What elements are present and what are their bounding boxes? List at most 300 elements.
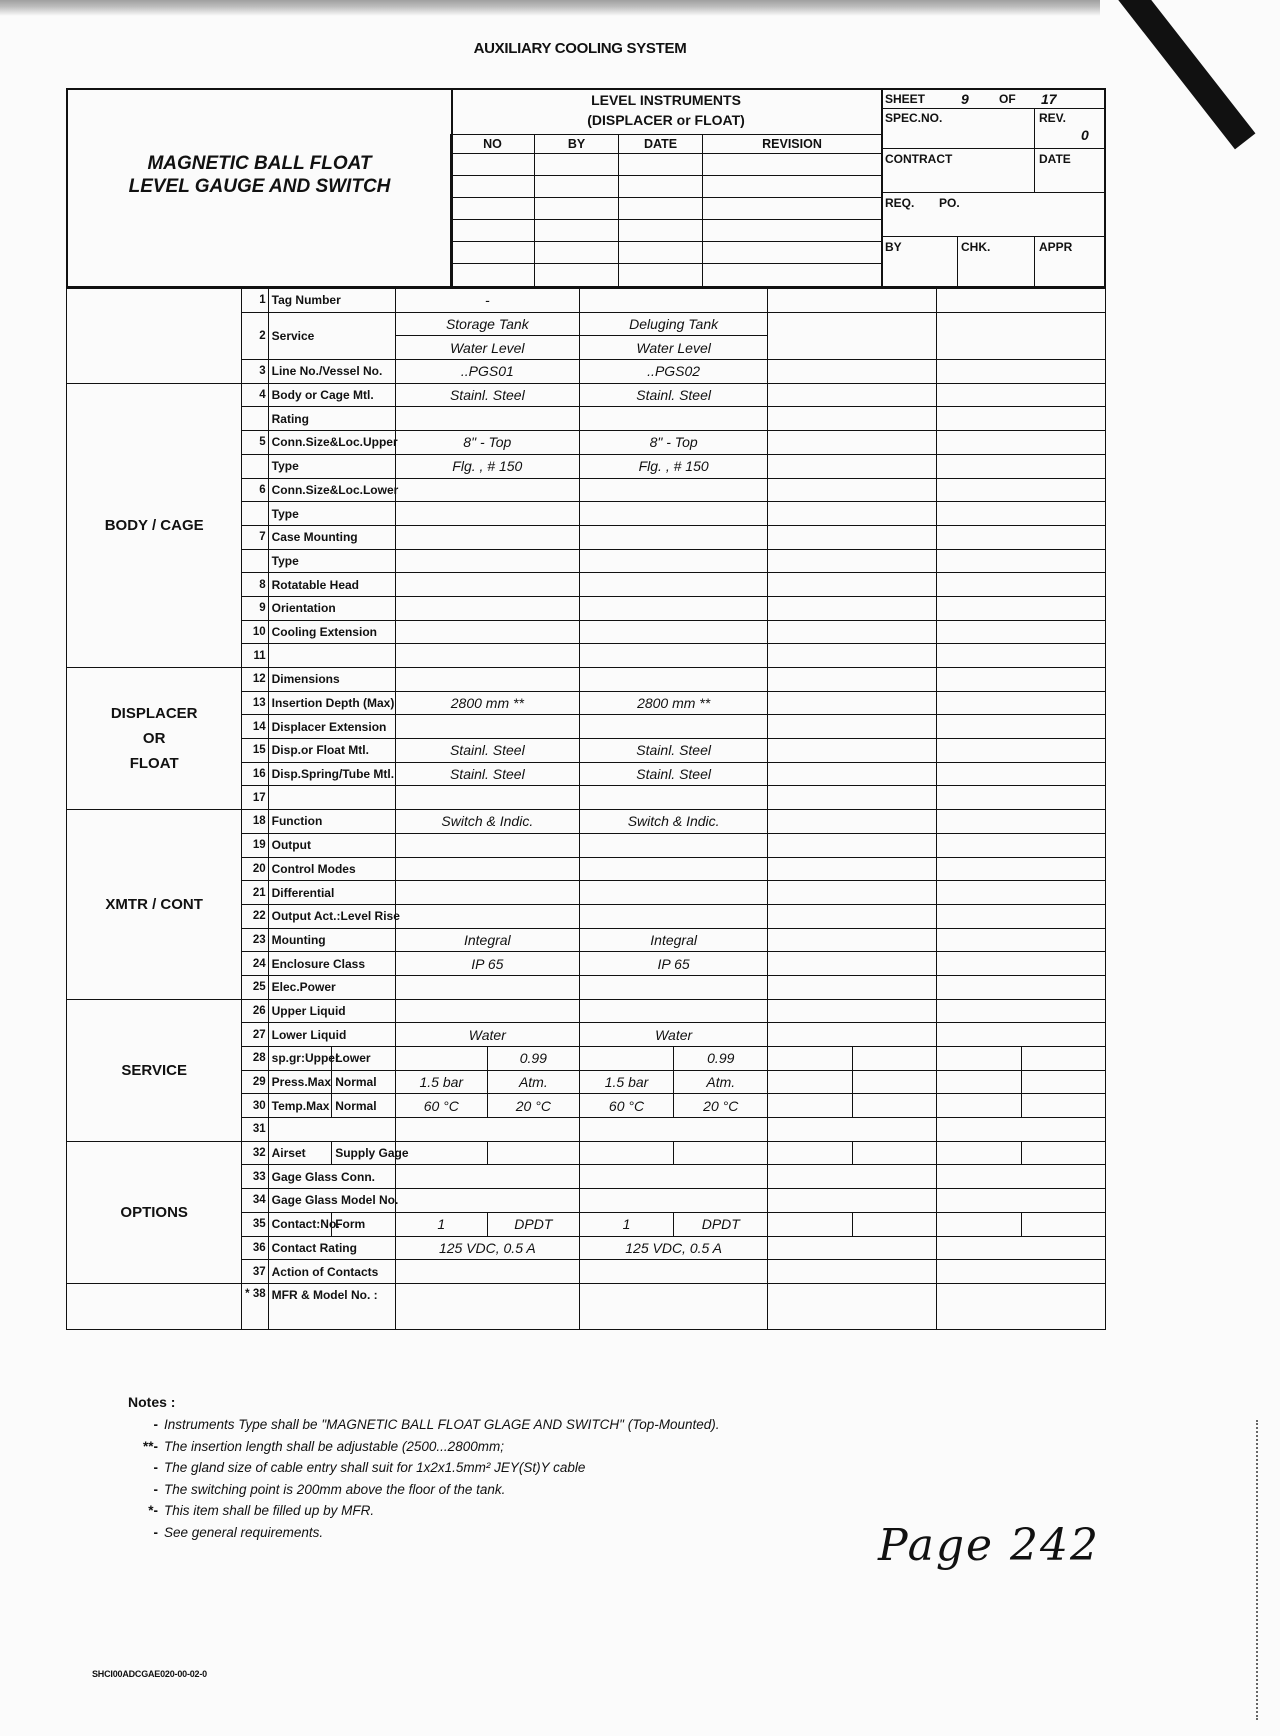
note-item (128, 1457, 720, 1479)
value-cell: Integral (395, 928, 579, 952)
rev-cell (451, 198, 535, 220)
sheet-number: 9 (961, 91, 969, 107)
row-number: 12 (242, 668, 268, 692)
row-number: 11 (242, 644, 268, 668)
value-cell (487, 1141, 579, 1165)
value-cell: Stainl. Steel (579, 762, 768, 786)
row-label: Temp.Max (268, 1094, 332, 1118)
value-cell (579, 502, 768, 526)
value-cell (937, 312, 1106, 359)
value-cell (579, 1118, 768, 1142)
value-cell (937, 1047, 1021, 1071)
value-cell (579, 289, 768, 313)
value-cell (579, 881, 768, 905)
table-row (67, 1141, 1106, 1165)
row-label: Gage Glass Conn. (268, 1165, 395, 1189)
value-cell (395, 644, 579, 668)
spec-divider (881, 148, 1104, 149)
po-label: PO. (939, 196, 960, 210)
row-number: 7 (242, 525, 268, 549)
value-cell: Water Level (395, 336, 579, 360)
value-cell (395, 502, 579, 526)
rev-cell (535, 220, 619, 242)
row-label: Mounting (268, 928, 395, 952)
row-number: 6 (242, 478, 268, 502)
sheet-divider (881, 108, 1104, 109)
value-cell (579, 525, 768, 549)
table-row (67, 383, 1106, 407)
row-number: 22 (242, 904, 268, 928)
value-cell (937, 715, 1106, 739)
value-cell (937, 431, 1106, 455)
value-cell (768, 1070, 852, 1094)
row-number (242, 454, 268, 478)
value-cell: 1 (395, 1212, 487, 1236)
value-cell: DPDT (674, 1212, 768, 1236)
value-cell (768, 573, 937, 597)
value-cell: 8" - Top (579, 431, 768, 455)
note-bullet: *- (148, 1503, 158, 1518)
value-cell: 2800 mm ** (395, 691, 579, 715)
value-cell (1021, 1070, 1105, 1094)
value-cell (395, 786, 579, 810)
note-item (128, 1500, 720, 1522)
value-cell: 20 °C (487, 1094, 579, 1118)
form-title-line2: LEVEL GAUGE AND SWITCH (128, 176, 391, 197)
row-label: Output (268, 833, 395, 857)
table-row (67, 668, 1106, 692)
row-label: Upper Liquid (268, 999, 395, 1023)
row-label: Function (268, 810, 395, 834)
value-cell (937, 360, 1106, 384)
value-cell: 0.99 (674, 1047, 768, 1071)
rev-cell (619, 176, 703, 198)
revision-block (451, 90, 883, 286)
value-cell: Stainl. Steel (395, 762, 579, 786)
value-cell: 1 (579, 1212, 673, 1236)
form-header (66, 88, 1106, 288)
value-cell (395, 478, 579, 502)
row-label: Conn.Size&Loc.Lower (268, 478, 395, 502)
value-cell (579, 620, 768, 644)
row-label: sp.gr:Upper (268, 1047, 332, 1071)
row-label: Disp.Spring/Tube Mtl. (268, 762, 395, 786)
rev-col-no: NO (451, 135, 535, 154)
value-cell (1021, 1212, 1105, 1236)
value-cell (768, 596, 937, 620)
document-code: SHCI00ADCGAE020-00-02-0 (92, 1669, 207, 1679)
row-number (242, 549, 268, 573)
value-cell (768, 312, 937, 359)
value-cell (579, 1141, 673, 1165)
value-cell: Flg. , # 150 (579, 454, 768, 478)
note-item (128, 1479, 720, 1501)
rev-col-revision: REVISION (703, 135, 882, 154)
value-cell (768, 1283, 937, 1329)
of-label: OF (999, 92, 1016, 106)
value-cell (768, 904, 937, 928)
rev-cell (535, 264, 619, 288)
rev-cell (703, 220, 882, 242)
row-label: Body or Cage Mtl. (268, 383, 395, 407)
value-cell (395, 1165, 579, 1189)
value-cell: ..PGS01 (395, 360, 579, 384)
value-cell: ..PGS02 (579, 360, 768, 384)
rev-label: REV. (1039, 111, 1066, 125)
value-cell: Switch & Indic. (579, 810, 768, 834)
row-number: 4 (242, 383, 268, 407)
rev-cell (535, 242, 619, 264)
value-cell (937, 668, 1106, 692)
value-cell (768, 691, 937, 715)
value-cell (395, 407, 579, 431)
row-label (268, 644, 395, 668)
value-cell (395, 1283, 579, 1329)
value-cell: Atm. (674, 1070, 768, 1094)
value-cell (768, 1094, 852, 1118)
row-number: 31 (242, 1118, 268, 1142)
value-cell (768, 431, 937, 455)
section-options: OPTIONS (67, 1141, 242, 1283)
value-cell (579, 1283, 768, 1329)
value-cell (395, 596, 579, 620)
value-cell (852, 1141, 936, 1165)
rev-cell (451, 176, 535, 198)
value-cell (579, 833, 768, 857)
table-row (67, 810, 1106, 834)
value-cell (579, 786, 768, 810)
row-number: 18 (242, 810, 268, 834)
by-chk-divider (957, 236, 958, 286)
value-cell (768, 1165, 937, 1189)
rev-cell (703, 198, 882, 220)
row-number: 26 (242, 999, 268, 1023)
value-cell (937, 289, 1106, 313)
value-cell (937, 786, 1106, 810)
value-cell (937, 407, 1106, 431)
value-cell (579, 1047, 673, 1071)
row-number: 15 (242, 739, 268, 763)
value-cell (579, 644, 768, 668)
value-cell: Storage Tank (395, 312, 579, 336)
row-label: Rotatable Head (268, 573, 395, 597)
value-cell: 125 VDC, 0.5 A (395, 1236, 579, 1260)
section-cell-blank (67, 1283, 242, 1329)
value-cell (579, 668, 768, 692)
value-cell (395, 904, 579, 928)
row-number: 13 (242, 691, 268, 715)
row-label: Output Act.:Level Rise (268, 904, 395, 928)
value-cell (937, 810, 1106, 834)
value-cell (579, 549, 768, 573)
row-number (242, 407, 268, 431)
value-cell (395, 1141, 487, 1165)
spec-rev-divider (1034, 108, 1035, 148)
row-number: 3 (242, 360, 268, 384)
handwritten-page-number: Page 242 (878, 1520, 1101, 1571)
value-cell (937, 691, 1106, 715)
value-cell (768, 1047, 852, 1071)
value-cell (768, 952, 937, 976)
row-label: Contact:No. (268, 1212, 332, 1236)
value-cell (579, 975, 768, 999)
value-cell (768, 999, 937, 1023)
value-cell (937, 502, 1106, 526)
value-cell: Water Level (579, 336, 768, 360)
value-cell (768, 478, 937, 502)
value-cell (768, 383, 937, 407)
rev-cell (703, 264, 882, 288)
value-cell (768, 1236, 937, 1260)
value-cell (937, 549, 1106, 573)
value-cell (768, 715, 937, 739)
value-cell: 8" - Top (395, 431, 579, 455)
row-label: Displacer Extension (268, 715, 395, 739)
row-number: 21 (242, 881, 268, 905)
form-title-line1: MAGNETIC BALL FLOAT (147, 153, 372, 174)
row-number: 2 (242, 312, 268, 359)
rev-cell (451, 264, 535, 288)
value-cell (937, 739, 1106, 763)
value-cell (937, 1070, 1021, 1094)
value-cell (768, 833, 937, 857)
row-number: 14 (242, 715, 268, 739)
value-cell (579, 1260, 768, 1284)
value-cell (395, 715, 579, 739)
row-label: Press.Max (268, 1070, 332, 1094)
row-number: 25 (242, 975, 268, 999)
value-cell: 0.99 (487, 1047, 579, 1071)
row-number: 34 (242, 1189, 268, 1213)
value-cell: IP 65 (579, 952, 768, 976)
row-number: 8 (242, 573, 268, 597)
contract-divider (881, 192, 1104, 193)
value-cell (395, 975, 579, 999)
row-number: 28 (242, 1047, 268, 1071)
section-displacer-line2: OR (142, 730, 166, 748)
value-cell: 60 °C (579, 1094, 673, 1118)
value-cell (852, 1212, 936, 1236)
value-cell (768, 1118, 937, 1142)
value-cell (768, 407, 937, 431)
appr-label: APPR (1039, 240, 1073, 254)
row-label: Differential (268, 881, 395, 905)
row-number: 1 (242, 289, 268, 313)
value-cell (937, 1118, 1106, 1142)
section-displacer-line1: DISPLACER (110, 705, 198, 723)
rev-cell (619, 198, 703, 220)
rev-cell (619, 242, 703, 264)
value-cell (937, 762, 1106, 786)
value-cell: DPDT (487, 1212, 579, 1236)
note-bullet: - (153, 1460, 158, 1475)
scan-edge-dots (1256, 1420, 1260, 1720)
row-label (268, 786, 395, 810)
row-number: 35 (242, 1212, 268, 1236)
spec-table (66, 288, 1106, 1330)
instrument-type-line1: LEVEL INSTRUMENTS (591, 92, 741, 108)
value-cell (768, 739, 937, 763)
row-label: Gage Glass Model No. (268, 1189, 395, 1213)
value-cell (395, 549, 579, 573)
row-number: 32 (242, 1141, 268, 1165)
row-number: 30 (242, 1094, 268, 1118)
value-cell: Water (395, 1023, 579, 1047)
value-cell (937, 1094, 1021, 1118)
value-cell (937, 1260, 1106, 1284)
note-item (128, 1436, 720, 1458)
value-cell: 60 °C (395, 1094, 487, 1118)
value-cell (937, 573, 1106, 597)
row-label: Conn.Size&Loc.Upper (268, 431, 395, 455)
value-cell (768, 454, 937, 478)
form-title (68, 152, 451, 198)
value-cell: Switch & Indic. (395, 810, 579, 834)
value-cell (937, 644, 1106, 668)
value-cell (579, 715, 768, 739)
row-label: Line No./Vessel No. (268, 360, 395, 384)
value-cell (937, 1283, 1106, 1329)
row-number: 20 (242, 857, 268, 881)
table-row (67, 289, 1106, 313)
value-cell (395, 1189, 579, 1213)
value-cell (768, 786, 937, 810)
value-cell (768, 502, 937, 526)
rev-cell (451, 242, 535, 264)
value-cell (579, 1165, 768, 1189)
value-cell (579, 407, 768, 431)
row-label (268, 1118, 395, 1142)
value-cell (395, 525, 579, 549)
value-cell (395, 1260, 579, 1284)
table-row (67, 999, 1106, 1023)
row-label: Control Modes (268, 857, 395, 881)
value-cell (768, 857, 937, 881)
rev-cell (619, 264, 703, 288)
value-cell (937, 952, 1106, 976)
note-text: See general requirements. (164, 1524, 324, 1540)
note-text: This item shall be filled up by MFR. (164, 1503, 375, 1518)
value-cell (937, 1141, 1021, 1165)
value-cell: Stainl. Steel (579, 739, 768, 763)
value-cell (768, 360, 937, 384)
note-text: Instruments Type shall be "MAGNETIC BALL FLOAT GLAGE AND SWITCH" (Top-Mounted). (164, 1417, 720, 1432)
section-body-cage: BODY / CAGE (67, 383, 242, 667)
value-cell (937, 833, 1106, 857)
value-cell (937, 620, 1106, 644)
rev-cell (451, 154, 535, 176)
value-cell (768, 620, 937, 644)
value-cell (1021, 1094, 1105, 1118)
value-cell (937, 928, 1106, 952)
value-cell (579, 573, 768, 597)
row-number: 19 (242, 833, 268, 857)
req-label: REQ. (885, 196, 915, 210)
rev-col-by: BY (535, 135, 619, 154)
note-text: The gland size of cable entry shall suit for 1x2x1.5mm² JEY(St)Y cable (164, 1460, 586, 1475)
rev-cell (703, 154, 882, 176)
table-row (67, 1283, 1106, 1329)
row-label: Lower Liquid (268, 1023, 395, 1047)
section-displacer-line3: FLOAT (129, 755, 179, 773)
row-label: Cooling Extension (268, 620, 395, 644)
top-scan-smudge (0, 0, 1100, 16)
value-cell (579, 478, 768, 502)
sheet-info-block (881, 90, 1104, 286)
corner-scan-mark (1100, 0, 1256, 149)
value-cell (1021, 1047, 1105, 1071)
row-number: 17 (242, 786, 268, 810)
value-cell (395, 1047, 487, 1071)
contract-label: CONTRACT (885, 152, 953, 166)
value-cell (395, 857, 579, 881)
row-label: Airset (268, 1141, 332, 1165)
note-bullet: - (153, 1481, 158, 1497)
value-cell (937, 1189, 1106, 1213)
row-label: Enclosure Class (268, 952, 395, 976)
by-label: BY (885, 240, 902, 254)
value-cell (674, 1141, 768, 1165)
row-label: Disp.or Float Mtl. (268, 739, 395, 763)
value-cell (768, 525, 937, 549)
note-item (128, 1522, 720, 1544)
row-label: Contact Rating (268, 1236, 395, 1260)
value-cell (579, 596, 768, 620)
chk-label: CHK. (961, 240, 991, 254)
value-cell: Stainl. Steel (395, 383, 579, 407)
row-number: 23 (242, 928, 268, 952)
rev-cell (535, 176, 619, 198)
instrument-type-line2: (DISPLACER or FLOAT) (587, 112, 745, 128)
notes-title: Notes : (128, 1394, 176, 1410)
revision-table (450, 134, 882, 288)
value-cell (768, 644, 937, 668)
value-cell (937, 904, 1106, 928)
value-cell (937, 1212, 1021, 1236)
value-cell (395, 833, 579, 857)
rev-cell (451, 220, 535, 242)
value-cell: Integral (579, 928, 768, 952)
chk-appr-divider (1034, 236, 1035, 286)
row-label: MFR & Model No. : (268, 1283, 395, 1329)
page-title: AUXILIARY COOLING SYSTEM (473, 40, 687, 57)
value-cell (937, 1236, 1106, 1260)
rev-cell (535, 154, 619, 176)
value-cell (937, 975, 1106, 999)
req-divider (881, 236, 1104, 237)
value-cell (395, 999, 579, 1023)
sheet-total: 17 (1041, 91, 1057, 107)
section-cell-blank (67, 289, 242, 384)
row-label: Case Mounting (268, 525, 395, 549)
value-cell: Stainl. Steel (395, 739, 579, 763)
value-cell (768, 1023, 937, 1047)
value-cell (579, 857, 768, 881)
row-label: Service (268, 312, 395, 359)
row-number: 36 (242, 1236, 268, 1260)
section-xmtr-cont: XMTR / CONT (67, 810, 242, 1000)
row-number: 37 (242, 1260, 268, 1284)
value-cell (768, 1141, 852, 1165)
row-number: 10 (242, 620, 268, 644)
row-number: 29 (242, 1070, 268, 1094)
value-cell: 20 °C (674, 1094, 768, 1118)
value-cell (937, 1165, 1106, 1189)
value-cell (768, 1260, 937, 1284)
value-cell (937, 383, 1106, 407)
value-cell (395, 668, 579, 692)
row-label: Action of Contacts (268, 1260, 395, 1284)
